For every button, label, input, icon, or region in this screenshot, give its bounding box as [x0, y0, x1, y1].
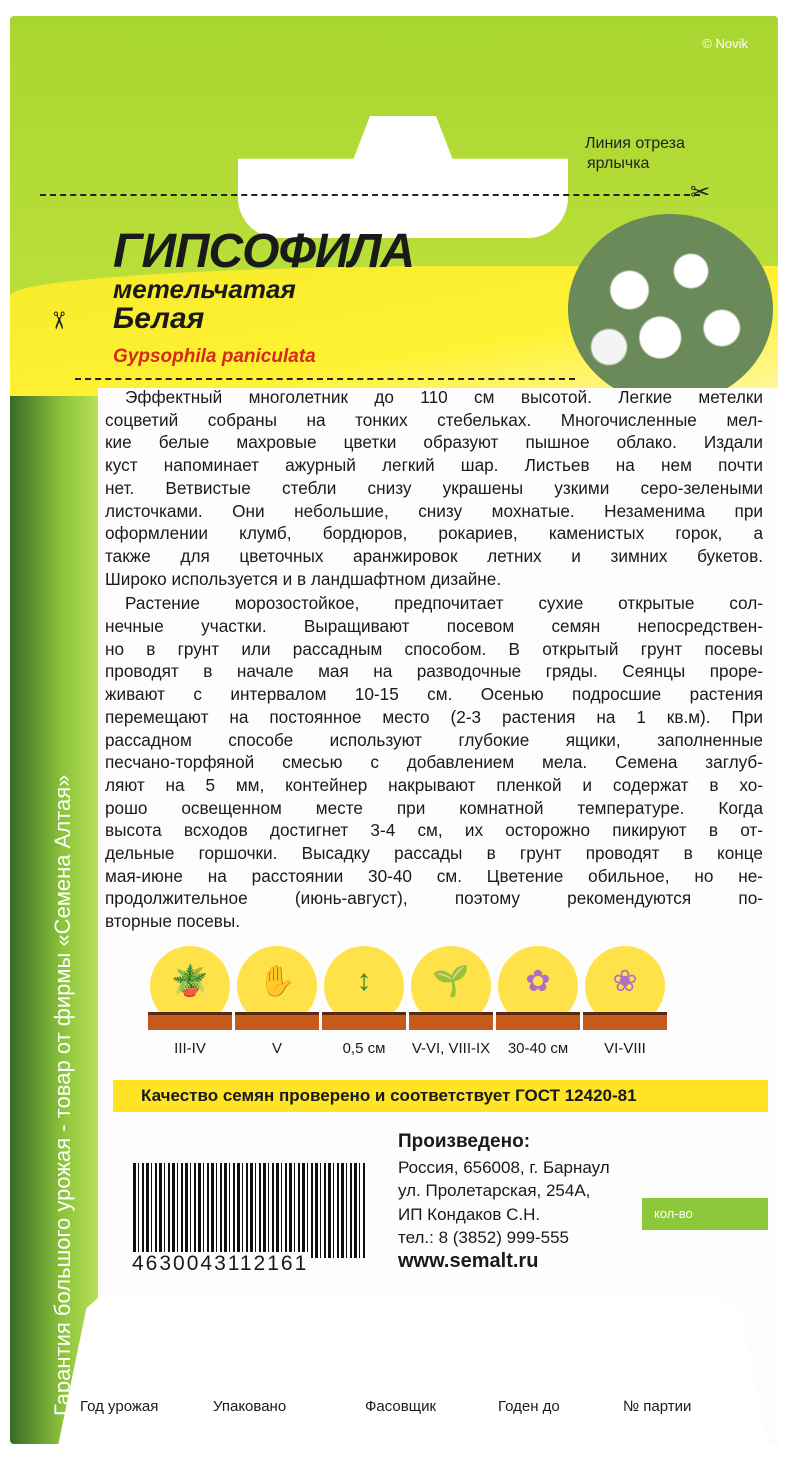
description-line: рошо освещенном месте при комнатной температуре. Когда [105, 797, 763, 818]
step-label: 30-40 см [507, 1040, 569, 1057]
description [105, 386, 763, 935]
description-line: ляют на 5 мм, контейнер накрывают пленкой и содержат в хо- [105, 774, 763, 795]
description-paragraph [105, 592, 763, 933]
step-label: V-VI, VIII-IX [411, 1040, 491, 1057]
step-label: III-IV [174, 1040, 206, 1057]
barcode [133, 1163, 365, 1258]
step-label: 0,5 см [342, 1040, 386, 1057]
cut-line-label-2: ярлычка [587, 155, 650, 172]
description-line: Растение морозостойкое, предпочитает сухие открытые сол- [125, 593, 763, 614]
cut-line-bottom [75, 378, 575, 380]
cut-line-label [585, 134, 685, 174]
growing-steps [148, 946, 667, 1030]
description-line: высота всходов достигнет 3-4 см, их осторожно пикируют в от- [105, 820, 763, 841]
field-packer: Фасовщик [365, 1398, 437, 1415]
gost-banner: Качество семян проверено и соответствует ГОСТ 12420-81 [113, 1080, 768, 1112]
product-title: ГИПСОФИЛА [113, 225, 415, 278]
field-batch-number: № партии [623, 1398, 692, 1415]
sowing-depth-icon: ↕ [322, 946, 406, 1030]
description-line: перемещают на постоянное место (2-3 растения на 1 кв.м). При [105, 706, 763, 727]
description-line: проводят в начале мая на разводочные гряды. Сеянцы проре- [105, 661, 763, 682]
cut-line [40, 194, 700, 196]
description-line: листочками. Они небольшие, снизу мохнатые. Незаменима при [105, 500, 763, 521]
cut-line-label-1: Линия отреза [585, 135, 685, 152]
flower-photo [568, 214, 773, 404]
scissors-icon: ✂ [690, 179, 711, 206]
product-subtitle: метельчатая [113, 274, 296, 304]
producer-line: ИП Кондаков С.Н. [398, 1204, 541, 1224]
latin-name: Gypsophila paniculata [113, 346, 316, 367]
description-line: кие белые махровые цветки образуют пышное облако. Издали [105, 432, 763, 453]
quantity-label: кол-во [642, 1198, 768, 1230]
copyright: © Novik [702, 36, 748, 51]
spacing-icon: ✿ [496, 946, 580, 1030]
field-best-before: Годен до [498, 1398, 560, 1415]
description-line: дельные горшочки. Высадку рассады в грунт проводят в конце [105, 843, 763, 864]
description-paragraph [105, 386, 763, 590]
producer-line: тел.: 8 (3852) 999-555 [398, 1228, 570, 1247]
sowing-ground-icon: ✋ [235, 946, 319, 1030]
description-line: продолжительное (июнь-август), поэтому рекомендуются по- [105, 888, 763, 909]
description-line: Широко используется и в ландшафтном дизайне. [105, 568, 502, 589]
transplant-icon: 🌱 [409, 946, 493, 1030]
side-text: Гарантия большого урожая - товар от фирмы «Семена Алтая» [50, 774, 75, 1416]
field-packed: Упаковано [213, 1398, 287, 1415]
description-line: мая-июне на расстоянии 30-40 см. Цветение обильное, но не- [105, 865, 763, 886]
description-line: рассадном способе используют глубокие ящики, заполненные [105, 729, 763, 750]
description-line: песчано-торфяной смесью с добавлением мела. Семена заглуб- [105, 752, 763, 773]
producer-heading: Произведено: [398, 1131, 531, 1152]
barcode-number: 4630043112161 [132, 1252, 309, 1275]
step-label: V [271, 1040, 282, 1057]
producer-website: www.semalt.ru [398, 1249, 539, 1272]
description-line: вторные посевы. [105, 911, 241, 932]
product-variety: Белая [113, 302, 205, 335]
description-line: нечные участки. Выращивают посевом семян непосредствен- [105, 616, 763, 637]
description-line: также для цветочных аранжировок летних и зимних букетов. [105, 545, 763, 566]
producer-info [398, 1130, 610, 1273]
field-harvest-year: Год урожая [80, 1398, 159, 1415]
step-label: VI-VIII [604, 1040, 646, 1057]
description-line: Эффектный многолетник до 110 см высотой. Легкие метелки [125, 387, 763, 407]
bottom-tab [58, 1296, 768, 1446]
hanger-hole [238, 116, 568, 238]
producer-line: Россия, 656008, г. Барнаул [398, 1157, 610, 1177]
scissors-icon: ✂ [44, 310, 72, 331]
producer-line: ул. Пролетарская, 254А, [398, 1181, 591, 1200]
description-line: но в грунт или рассадным способом. В открытый грунт посевы [105, 638, 763, 659]
description-line: куст напоминает ажурный легкий шар. Листьев на нем почти [105, 455, 763, 476]
flowering-icon: ❀ [583, 946, 667, 1030]
description-line: оформлении клумб, бордюров, рокариев, каменистых горок, а [105, 523, 763, 544]
growing-step-labels [148, 1040, 667, 1057]
description-line: нет. Ветвистые стебли снизу украшены узкими серо-зелеными [105, 477, 763, 498]
description-line: живают с интервалом 10-15 см. Осенью подросшие растения [105, 684, 763, 705]
description-line: соцветий собраны на тонких стебельках. Многочисленные мел- [105, 409, 763, 430]
sowing-pot-icon: 🪴 [148, 946, 232, 1030]
